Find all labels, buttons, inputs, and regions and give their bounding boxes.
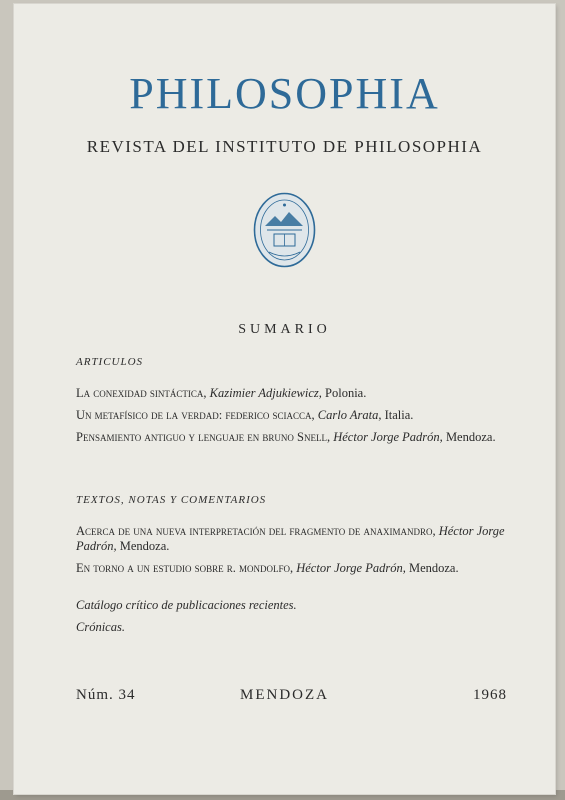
entry-place: Italia. bbox=[384, 408, 414, 422]
entry-title: La conexidad sintáctica, bbox=[76, 386, 207, 400]
cronicas-entry: Crónicas. bbox=[76, 620, 125, 634]
entry-place: Polonia. bbox=[325, 386, 367, 400]
entry-author: Héctor Jorge Padrón, bbox=[296, 561, 406, 575]
section-heading: ARTICULOS bbox=[76, 356, 144, 368]
entry-author: Carlo Arata, bbox=[317, 408, 382, 422]
article-entry bbox=[76, 386, 506, 401]
catalogo-entry: Catálogo crítico de publicaciones recientes. bbox=[76, 598, 297, 612]
university-seal-icon bbox=[253, 192, 316, 268]
journal-cover bbox=[14, 4, 555, 794]
entry-title: Acerca de una nueva interpretación del fragmento de anaximandro, bbox=[76, 524, 436, 538]
entry-author: Héctor Jorge Padrón, bbox=[333, 430, 443, 444]
issue-year: 1968 bbox=[473, 687, 507, 703]
article-entry bbox=[76, 408, 506, 423]
sumario-heading: SUMARIO bbox=[238, 322, 331, 337]
section-heading: TEXTOS, NOTAS Y COMENTARIOS bbox=[76, 494, 267, 506]
entry-title: Pensamiento antiguo y lenguaje en bruno Snell, bbox=[76, 430, 331, 444]
articulos-heading bbox=[76, 354, 506, 370]
issue-city: MENDOZA bbox=[240, 687, 329, 703]
entry-place: Mendoza. bbox=[119, 539, 170, 553]
textos-heading bbox=[76, 492, 506, 508]
issue-number: Núm. 34 bbox=[76, 687, 136, 703]
entry-title: Un metafísico de la verdad: federico sciacca, bbox=[76, 408, 315, 422]
text-entry bbox=[76, 561, 506, 576]
entry-title: En torno a un estudio sobre r. mondolfo, bbox=[76, 561, 294, 575]
entry-place: Mendoza. bbox=[445, 430, 496, 444]
text-entry bbox=[76, 524, 506, 554]
entry-place: Mendoza. bbox=[408, 561, 459, 575]
entry-author: Héctor Jorge Padrón, bbox=[76, 524, 505, 553]
article-entry bbox=[76, 430, 506, 445]
journal-subtitle: REVISTA DEL INSTITUTO DE PHILOSOPHIA bbox=[86, 137, 483, 156]
entry-author: Kazimier Adjukiewicz, bbox=[209, 386, 322, 400]
journal-title: PHILOSOPHIA bbox=[129, 69, 440, 118]
